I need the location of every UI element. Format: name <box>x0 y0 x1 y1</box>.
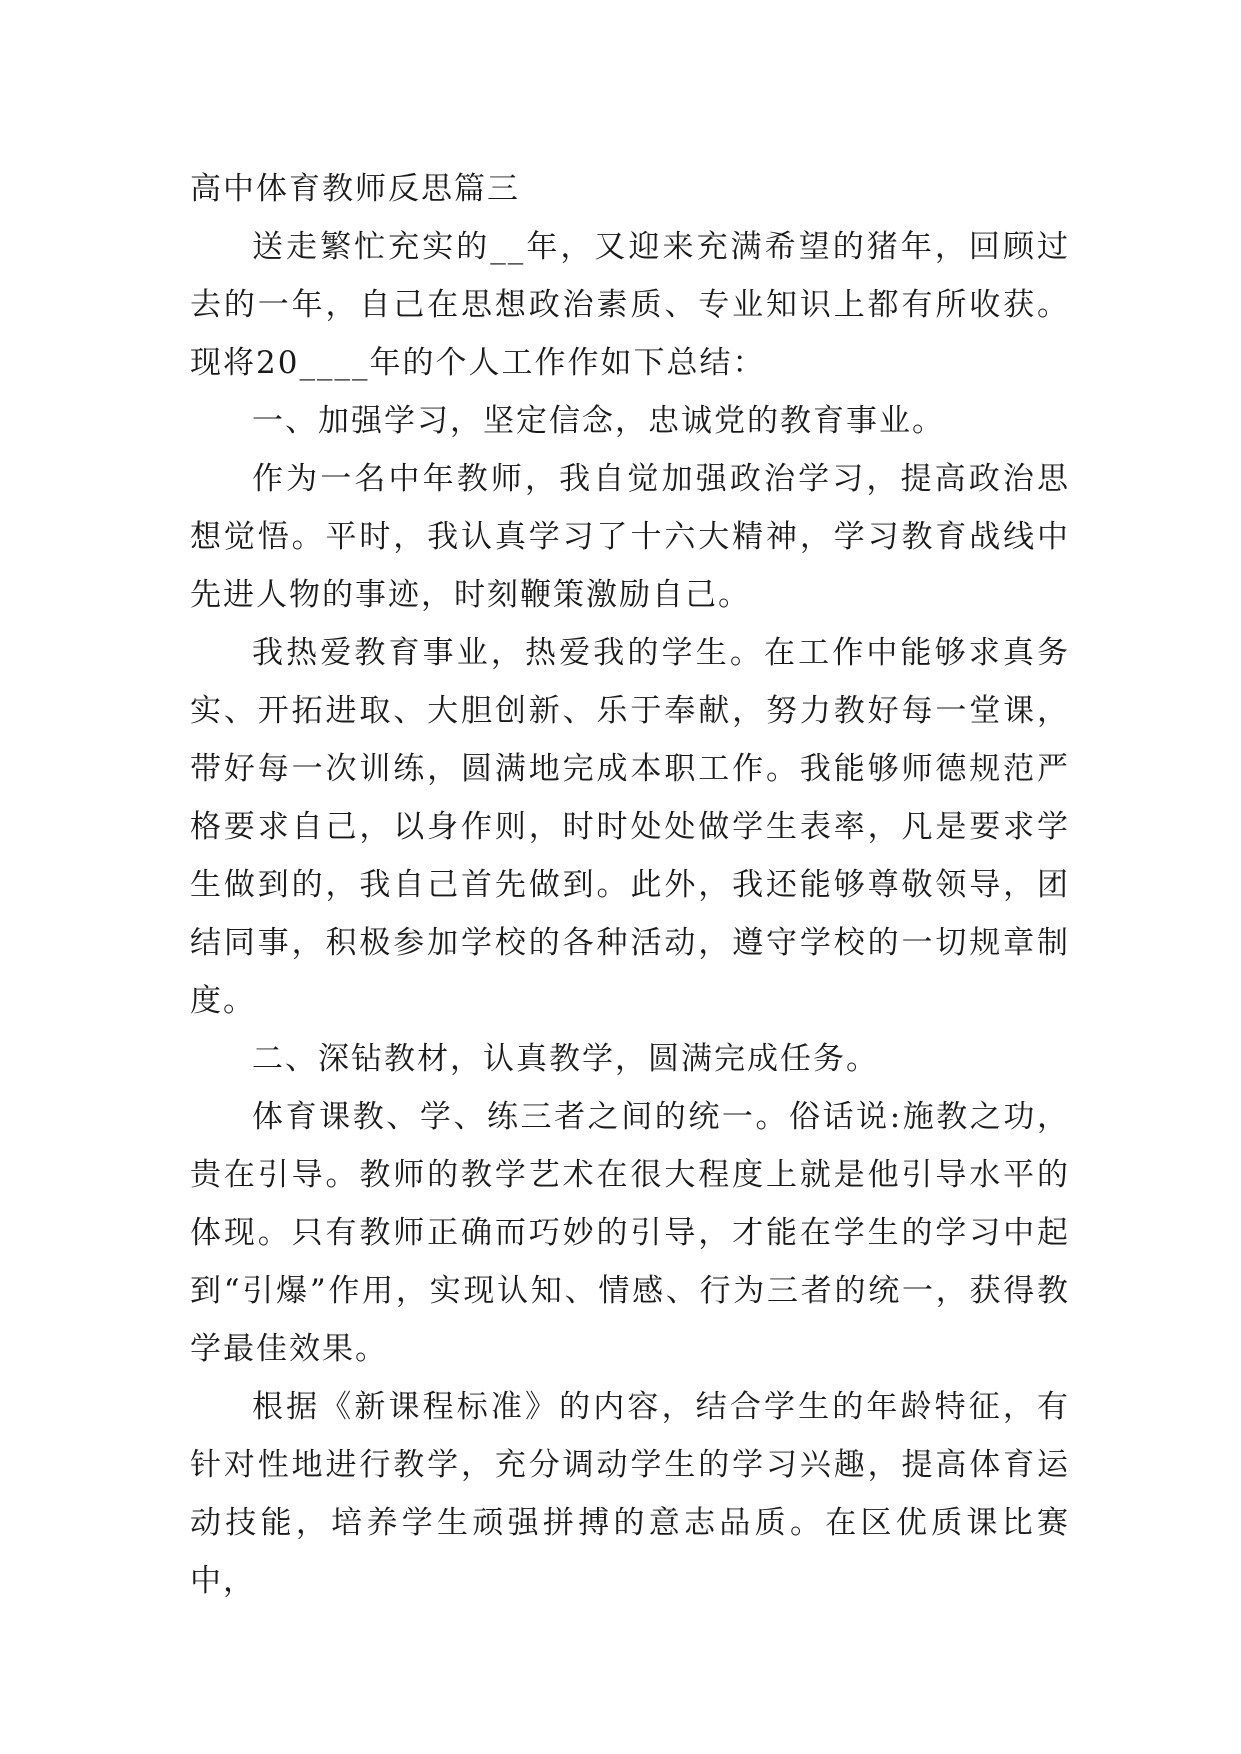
section-heading-2: 二、深钻教材，认真教学，圆满完成任务。 <box>252 1041 879 1077</box>
document-body <box>190 160 1070 1610</box>
document-title: 高中体育教师反思篇三 <box>190 171 520 207</box>
section-heading-1: 一、加强学习，坚定信念，忠诚党的教育事业。 <box>252 403 945 439</box>
paragraph-dedication: 我热爱教育事业，热爱我的学生。在工作中能够求真务实、开拓进取、大胆创新、乐于奉献，努力教好每一堂课，带好每一次训练，圆满地完成本职工作。我能够师德规范严格要求自己，以身作则，时时处处做学生表率，凡是要求学生做到的，我自己首先做到。此外，我还能够尊敬领导，团结同事，积极参加学校的各种活动，遵守学校的一切规章制度。 <box>190 635 1070 1019</box>
paragraph-curriculum: 根据《新课程标准》的内容，结合学生的年龄特征，有针对性地进行教学，充分调动学生的学习兴趣，提高体育运动技能，培养学生顽强拼搏的意志品质。在区优质课比赛中， <box>190 1389 1070 1599</box>
paragraph-teaching-unity: 体育课教、学、练三者之间的统一。俗话说:施教之功，贵在引导。教师的教学艺术在很大程度上就是他引导水平的体现。只有教师正确而巧妙的引导，才能在学生的学习中起到“引爆”作用，实现认知、情感、行为三者的统一，获得教学最佳效果。 <box>190 1099 1070 1367</box>
paragraph-political-study: 作为一名中年教师，我自觉加强政治学习，提高政治思想觉悟。平时，我认真学习了十六大精神，学习教育战线中先进人物的事迹，时刻鞭策激励自己。 <box>190 461 1070 613</box>
paragraph-intro: 送走繁忙充实的__年，又迎来充满希望的猪年，回顾过去的一年，自己在思想政治素质、专业知识上都有所收获。现将20____年的个人工作作如下总结： <box>190 229 1070 381</box>
